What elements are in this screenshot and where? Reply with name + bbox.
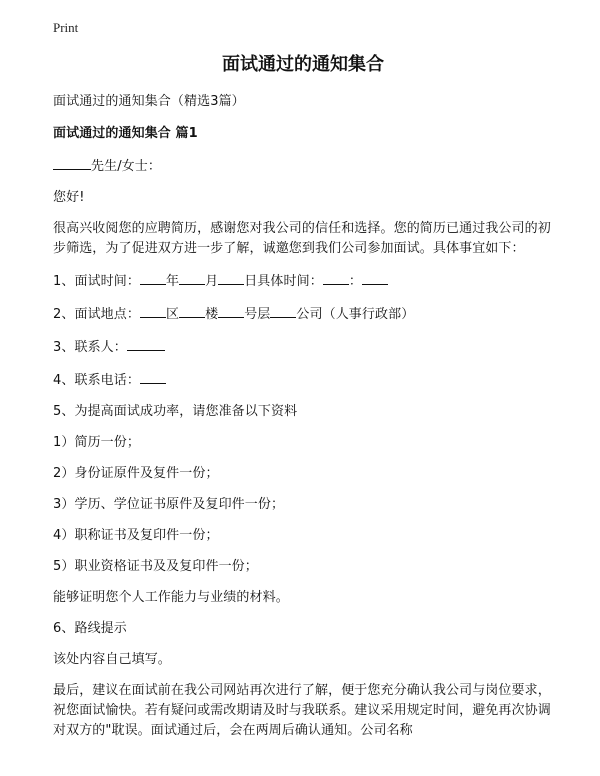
hour-blank <box>323 270 349 285</box>
time-colon: ： <box>348 274 362 289</box>
contact-phone-label: 4、联系电话： <box>53 373 140 388</box>
materials-note: 能够证明您个人工作能力与业绩的材料。 <box>53 590 289 605</box>
building-label: 楼 <box>205 307 219 322</box>
route-heading: 6、路线提示 <box>53 621 127 636</box>
route-note: 该处内容自己填写。 <box>53 652 171 667</box>
contact-person-label: 3、联系人： <box>53 340 127 355</box>
material-item: 3）学历、学位证书原件及复印件一份； <box>53 497 285 512</box>
material-item: 1）简历一份； <box>53 435 140 450</box>
material-item: 4）职称证书及复印件一份； <box>53 528 219 543</box>
year-blank <box>140 270 166 285</box>
document-body <box>53 52 553 741</box>
building-blank <box>179 303 205 318</box>
company-label: 公司（人事行政部） <box>296 307 415 322</box>
contact-phone-item <box>53 369 553 391</box>
section-heading: 面试通过的通知集合 篇1 <box>53 126 198 141</box>
document-subtitle: 面试通过的通知集合（精选3篇） <box>53 94 245 109</box>
material-item: 2）身份证原件及复件一份； <box>53 466 219 481</box>
greeting: 您好! <box>53 190 85 205</box>
floor-blank <box>218 303 244 318</box>
intro-paragraph: 很高兴收阅您的应聘简历，感谢您对我公司的信任和选择。您的简历已通过我公司的初步筛选，为了促进双方进一步了解，诚邀您到我们公司参加面试。具体事宜如下： <box>53 221 551 256</box>
floor-label: 号层 <box>244 307 271 322</box>
interview-location-label: 2、面试地点： <box>53 307 140 322</box>
materials-heading: 5、为提高面试成功率，请您准备以下资料 <box>53 404 298 419</box>
interview-time-item <box>53 270 553 292</box>
month-blank <box>179 270 205 285</box>
print-link[interactable]: Print <box>53 20 79 35</box>
closing-paragraph: 最后，建议在面试前在我公司网站再次进行了解，便于您充分确认我公司与岗位要求，祝您面试愉快。若有疑问或需改期请及时与我联系。建议采用规定时间，避免再次协调对双方的"耽误。面试通过后，会在两周后确认通知。公司名称 <box>53 683 551 738</box>
year-label: 年 <box>165 274 180 289</box>
salutation <box>53 155 553 177</box>
material-item: 5）职业资格证书及及复印件一份； <box>53 559 258 574</box>
interview-time-label: 1、面试时间： <box>53 274 140 289</box>
salutation-suffix: 先生/女士： <box>91 159 161 174</box>
day-blank <box>218 270 244 285</box>
district-blank <box>140 303 166 318</box>
interview-location-item <box>53 303 553 325</box>
company-blank <box>270 303 296 318</box>
contact-phone-blank <box>140 369 166 384</box>
contact-person-item <box>53 336 553 358</box>
document-title: 面试通过的通知集合 <box>222 54 384 75</box>
district-label: 区 <box>165 307 180 322</box>
month-label: 月 <box>205 274 219 289</box>
minute-blank <box>362 270 388 285</box>
contact-person-blank <box>127 336 165 351</box>
name-blank <box>53 155 91 170</box>
day-time-label: 日具体时间： <box>244 274 323 289</box>
